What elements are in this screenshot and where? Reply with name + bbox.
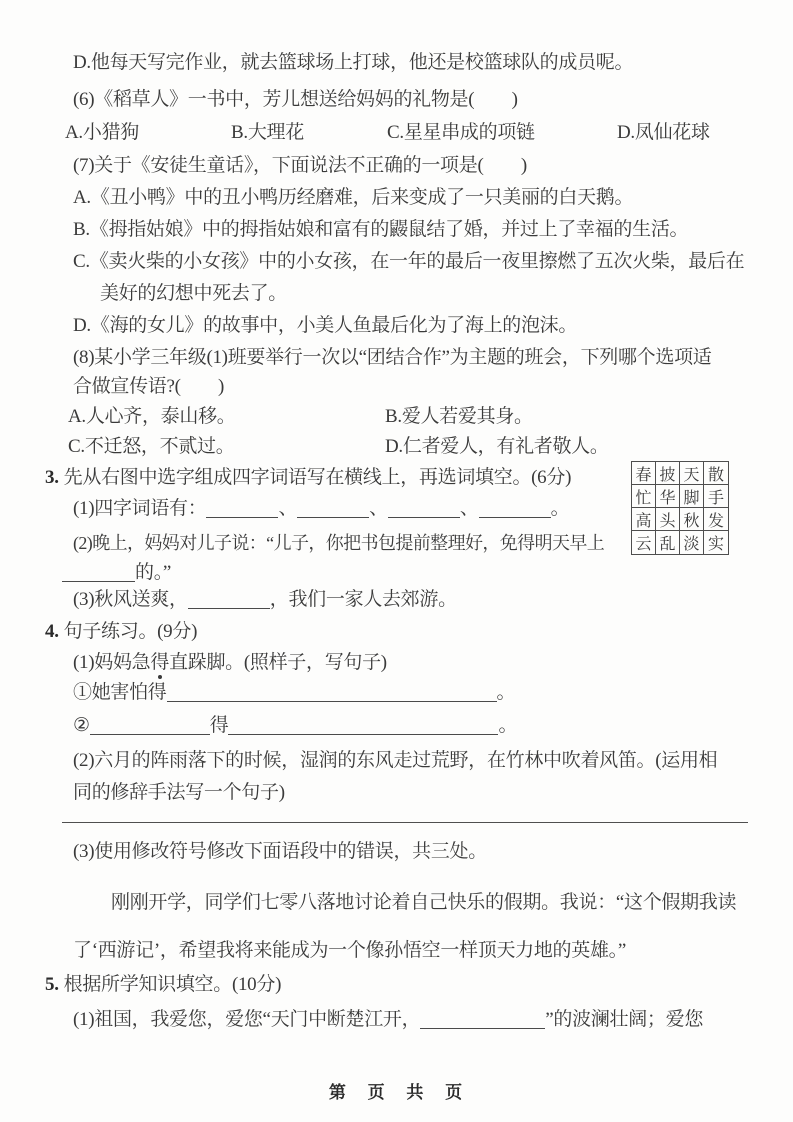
fill-blank xyxy=(62,565,135,582)
q3-part3-suffix: ，我们一家人去郊游。 xyxy=(269,589,457,610)
fill-blank xyxy=(167,685,497,702)
emphasis-mark-de: 得 xyxy=(150,652,170,673)
fill-blank xyxy=(188,592,270,609)
q4-sentence1-prefix: ①她害怕得 xyxy=(73,682,167,703)
q4-title-line xyxy=(45,619,197,645)
q8-option-c: C.不迁怒，不贰过。 xyxy=(68,436,235,457)
answer-line xyxy=(62,822,748,823)
q3-part1-label: (1)四字词语有： xyxy=(73,498,207,519)
q7-option-c-line2: 美好的幻想中死去了。 xyxy=(100,283,288,304)
q4-part2-line2: 同的修辞手法写一个句子) xyxy=(73,782,285,803)
q6-option-b: B.大理花 xyxy=(231,122,304,143)
q4-sentence1-line xyxy=(73,680,515,706)
q3-part3-prefix: (3)秋风送爽， xyxy=(73,589,188,610)
page-footer: 第 页 共 页 xyxy=(328,1083,465,1102)
q7-option-d: D.《海的女儿》的故事中，小美人鱼最后化为了海上的泡沫。 xyxy=(73,315,578,336)
q7-option-a: A.《丑小鸭》中的丑小鸭历经磨难，后来变成了一只美丽的白天鹅。 xyxy=(73,187,634,208)
period: 。 xyxy=(550,498,570,519)
q3-part3-line xyxy=(73,587,457,613)
grid-cell: 春 xyxy=(632,462,656,485)
q7-option-c-line1: C.《卖火柴的小女孩》中的小女孩，在一年的最后一夜里擦燃了五次火柴，最后在 xyxy=(73,251,745,272)
grid-cell: 实 xyxy=(707,536,724,553)
q8-question-line2: 合做宣传语?( ) xyxy=(73,376,225,397)
grid-cell: 高 xyxy=(632,508,656,531)
q4-sentence2-circle: ② xyxy=(73,715,90,736)
q6-question-line: (6)《稻草人》一书中，芳儿想送给妈妈的礼物是( ) xyxy=(73,89,518,110)
q5-number: 5. xyxy=(45,974,59,995)
q4-part1-line xyxy=(73,650,387,676)
q5-part1-suffix: ”的波澜壮阔；爱您 xyxy=(545,1009,704,1030)
period: 。 xyxy=(496,682,516,703)
character-grid xyxy=(631,461,729,555)
grid-cell: 天 xyxy=(680,462,704,485)
q4-title: 句子练习。(9分) xyxy=(63,621,198,642)
q5-part1-prefix: (1)祖国，我爱您，爱您“天门中断楚江开， xyxy=(73,1009,421,1030)
q3-part2-suffix: 的。” xyxy=(135,562,172,583)
separator: 、 xyxy=(369,498,388,519)
fill-blank xyxy=(206,501,278,518)
grid-cell: 头 xyxy=(656,508,680,531)
q8-options-row2 xyxy=(68,434,609,460)
q6-option-c: C.星星串成的项链 xyxy=(387,122,535,143)
q4-part3-line: (3)使用修改符号修改下面语段中的错误，共三处。 xyxy=(73,841,487,862)
q5-title: 根据所学知识填空。(10分) xyxy=(63,974,282,995)
grid-cell: 散 xyxy=(704,462,728,485)
fill-blank xyxy=(420,1012,545,1029)
q6-option-d: D.凤仙花球 xyxy=(617,122,710,143)
fill-blank xyxy=(297,501,369,518)
fill-blank xyxy=(228,718,498,735)
q7-question-line: (7)关于《安徒生童话》，下面说法不正确的一项是( ) xyxy=(73,155,527,176)
fill-blank xyxy=(388,501,460,518)
q3-number: 3. xyxy=(45,467,59,488)
q7-option-b: B.《拇指姑娘》中的拇指姑娘和富有的鼹鼠结了婚，并过上了幸福的生活。 xyxy=(73,219,689,240)
q8-option-d: D.仁者爱人，有礼者敬人。 xyxy=(385,436,609,457)
q3-part2-line2 xyxy=(62,560,171,586)
q6-options-row xyxy=(65,120,710,146)
grid-cell: 脚 xyxy=(680,485,704,508)
q8-options-row1 xyxy=(68,404,533,430)
separator: 、 xyxy=(278,498,298,519)
q4-part2-line1: (2)六月的阵雨落下的时候，湿润的东风走过荒野，在竹林中吹着风笛。(运用相 xyxy=(73,750,718,771)
grid-cell: 淡 xyxy=(680,531,704,554)
q4-sentence2-mid: 得 xyxy=(209,715,229,736)
q3-title: 先从右图中选字组成四字词语写在横线上，再选词填空。(6分) xyxy=(63,467,572,488)
grid-cell: 云 xyxy=(632,531,656,554)
separator: 、 xyxy=(459,498,479,519)
q4-part1-post: 直跺脚。(照样子，写句子) xyxy=(169,652,387,673)
q6-option-a: A.小猎狗 xyxy=(65,122,139,143)
q2-option-d-line: D.他每天写完作业，就去篮球场上打球，他还是校篮球队的成员呢。 xyxy=(73,52,634,73)
grid-cell: 秋 xyxy=(680,508,704,531)
q4-paragraph-line1: 刚刚开学，同学们七零八落地讨论着自己快乐的假期。我说：“这个假期我读 xyxy=(111,892,737,913)
grid-cell: 乱 xyxy=(656,531,680,554)
q4-paragraph-line2: 了‘西游记’，希望我将来能成为一个像孙悟空一样顶天力地的英雄。” xyxy=(73,940,626,961)
fill-blank xyxy=(90,718,210,735)
q3-part2-line1: (2)晚上，妈妈对儿子说：“儿子，你把书包提前整理好，免得明天早上 xyxy=(73,533,605,553)
q4-sentence2-line xyxy=(73,713,517,739)
grid-cell: 发 xyxy=(704,508,728,531)
q8-option-b: B.爱人若爱其身。 xyxy=(385,406,533,427)
q5-title-line xyxy=(45,972,281,998)
grid-cell: 手 xyxy=(704,485,728,508)
fill-blank xyxy=(479,501,551,518)
q3-part1-line xyxy=(73,496,569,522)
q8-option-a: A.人心齐，泰山移。 xyxy=(68,406,236,427)
grid-cell: 披 xyxy=(656,462,680,485)
q5-part1-line xyxy=(73,1007,703,1033)
q3-title-line xyxy=(45,465,571,491)
q4-number: 4. xyxy=(45,621,59,642)
q8-question-line1: (8)某小学三年级(1)班要举行一次以“团结合作”为主题的班会，下列哪个选项适 xyxy=(73,347,712,368)
grid-cell: 华 xyxy=(656,485,680,508)
period: 。 xyxy=(498,715,518,736)
q4-part1-pre: (1)妈妈急 xyxy=(73,652,151,673)
grid-cell: 忙 xyxy=(632,485,656,508)
